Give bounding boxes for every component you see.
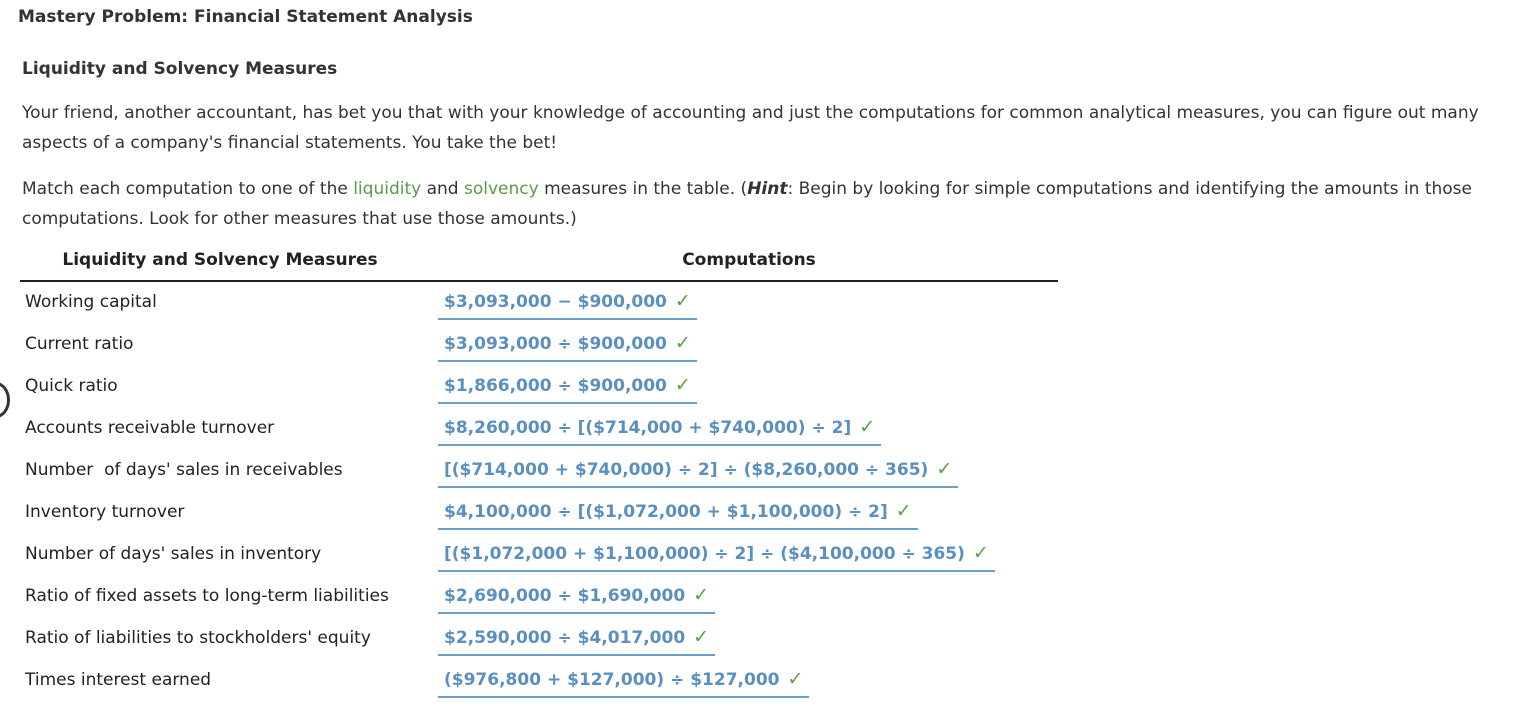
check-icon: ✓ [674,374,691,396]
computation-select[interactable] [438,580,715,614]
intro-paragraph: Your friend, another accountant, has bet you that with your knowledge of accounting and just the computations for common analytical measures, you can figure out many aspects of a company's financial statements. You take the bet! [22,103,1479,153]
page-title: Mastery Problem: Financial Statement Analysis [18,7,473,27]
measures-table [20,246,1058,702]
computation-select[interactable] [438,286,697,320]
check-icon: ✓ [972,542,989,564]
table-row [20,576,1058,618]
computation-select[interactable] [438,664,809,698]
partial-circle-icon [0,382,10,418]
table-row [20,618,1058,660]
check-icon: ✓ [693,626,710,648]
measure-label: Number of days' sales in inventory [25,544,322,564]
section-title: Liquidity and Solvency Measures [22,59,338,79]
computation-value: ($976,800 + $127,000) ÷ $127,000 [444,670,780,690]
check-icon: ✓ [787,668,804,690]
check-icon: ✓ [895,500,912,522]
computation-select[interactable] [438,496,918,530]
measure-label: Ratio of fixed assets to long-term liabilities [25,586,389,606]
solvency-term-link[interactable]: solvency [463,179,539,199]
computation-value: $2,690,000 ÷ $1,690,000 [444,586,686,606]
instructions-paragraph [22,174,1522,234]
computation-select[interactable] [438,622,715,656]
computation-value: [($1,072,000 + $1,100,000) ÷ 2] ÷ ($4,100,000 ÷ 365) [444,544,965,564]
measure-label: Current ratio [25,334,134,354]
measure-column-header: Liquidity and Solvency Measures [62,250,378,270]
computation-value: $3,093,000 ÷ $900,000 [444,334,667,354]
computation-value: $2,590,000 ÷ $4,017,000 [444,628,686,648]
computation-value: [($714,000 + $740,000) ÷ 2] ÷ ($8,260,000 ÷ 365) [444,460,929,480]
computation-value: $1,866,000 ÷ $900,000 [444,376,667,396]
table-row [20,366,1058,408]
instructions-text: : Begin by looking for simple computations and identifying the amounts in those computations. Look for other measures that use those amounts.) [22,179,1472,229]
computation-select[interactable] [438,412,881,446]
check-icon: ✓ [674,332,691,354]
hint-label: Hint [747,179,788,199]
measure-label: Inventory turnover [25,502,185,522]
table-row [20,282,1058,324]
table-row [20,450,1058,492]
check-icon: ✓ [693,584,710,606]
check-icon: ✓ [674,290,691,312]
table-row [20,492,1058,534]
liquidity-term-link[interactable]: liquidity [353,179,422,199]
measure-label: Accounts receivable turnover [25,418,275,438]
measure-label: Quick ratio [25,376,118,396]
computation-value: $3,093,000 − $900,000 [444,292,667,312]
computation-value: $4,100,000 ÷ [($1,072,000 + $1,100,000) ÷ 2] [444,502,888,522]
instructions-text: and [421,179,464,199]
table-header [20,246,1058,282]
table-row [20,534,1058,576]
computation-column-header: Computations [682,250,816,270]
measure-label: Ratio of liabilities to stockholders' equity [25,628,371,648]
table-row [20,324,1058,366]
computation-value: $8,260,000 ÷ [($714,000 + $740,000) ÷ 2] [444,418,852,438]
check-icon: ✓ [936,458,953,480]
check-icon: ✓ [859,416,876,438]
instructions-text: Match each computation to one of the [22,179,354,199]
measure-label: Number of days' sales in receivables [25,460,343,480]
measure-label: Times interest earned [25,670,212,690]
computation-select[interactable] [438,454,958,488]
instructions-text: measures in the table. ( [538,179,748,199]
computation-select[interactable] [438,328,697,362]
computation-select[interactable] [438,370,697,404]
computation-select[interactable] [438,538,995,572]
table-row [20,408,1058,450]
table-row [20,660,1058,702]
measure-label: Working capital [25,292,157,312]
